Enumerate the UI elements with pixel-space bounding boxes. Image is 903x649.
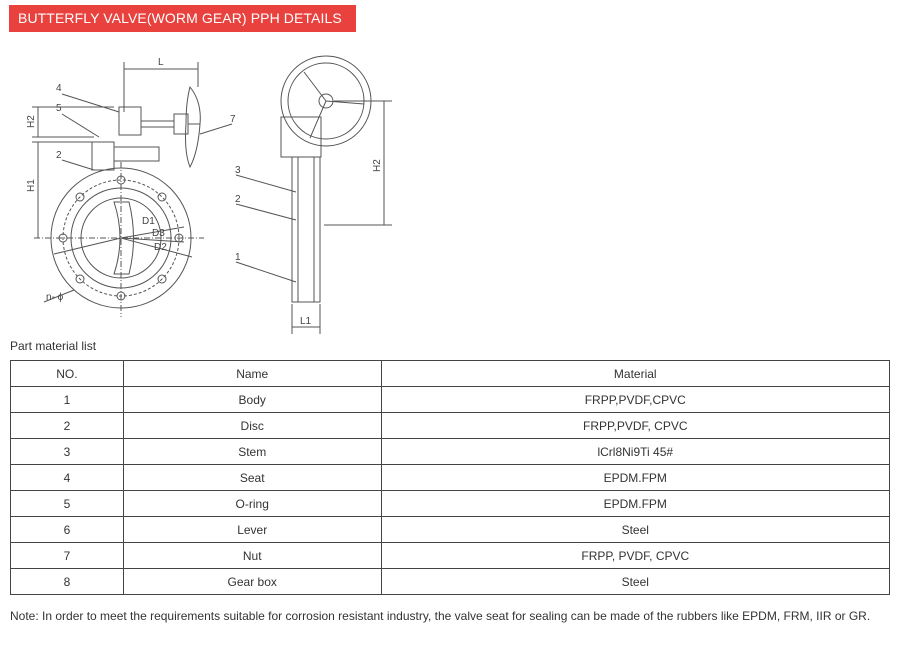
part-callout-3: 3 [235, 165, 241, 176]
table-row [11, 413, 890, 439]
cell-no: 8 [11, 569, 124, 595]
header-name: Name [123, 361, 381, 387]
cell-no: 6 [11, 517, 124, 543]
cell-name: Seat [123, 465, 381, 491]
front-neck [92, 142, 114, 170]
cell-name: Gear box [123, 569, 381, 595]
cell-material: FRPP, PVDF, CPVC [381, 543, 889, 569]
table-row [11, 569, 890, 595]
cell-material: lCrl8Ni9Ti 45# [381, 439, 889, 465]
cell-material: EPDM.FPM [381, 465, 889, 491]
table-row [11, 439, 890, 465]
cell-name: Nut [123, 543, 381, 569]
page-title: BUTTERFLY VALVE(WORM GEAR) PPH DETAILS [18, 10, 342, 26]
note-text: Note: In order to meet the requirements suitable for corrosion resistant industry, the valve seat for sealing can be made of the rubbers like EPDM, FRM, IIR or GR. [10, 609, 871, 623]
table-row [11, 491, 890, 517]
header-no: NO. [11, 361, 124, 387]
cell-no: 1 [11, 387, 124, 413]
table-header-row [11, 361, 890, 387]
part-callout-5: 5 [56, 103, 62, 114]
dim-label-H2-front: H2 [26, 115, 37, 128]
cell-name: Body [123, 387, 381, 413]
part-callout-7: 7 [230, 114, 236, 125]
dim-label-L: L [158, 57, 164, 68]
cell-name: Disc [123, 413, 381, 439]
table-row [11, 543, 890, 569]
dim-label-D3: D3 [152, 228, 165, 239]
side-body [292, 157, 320, 302]
table-row [11, 465, 890, 491]
part-material-table [10, 360, 890, 595]
dim-label-L1: L1 [300, 316, 312, 327]
page-title-banner [9, 5, 356, 32]
valve-technical-drawing [14, 42, 434, 342]
front-gearbox [119, 107, 141, 135]
part-callout-2-front: 2 [56, 150, 62, 161]
cell-no: 2 [11, 413, 124, 439]
dim-label-n-phi: n- ϕ [46, 292, 64, 303]
dim-label-H2-side: H2 [372, 159, 383, 172]
part-list-title: Part material list [10, 339, 97, 353]
dim-label-D1: D1 [142, 216, 155, 227]
cell-material: EPDM.FPM [381, 491, 889, 517]
cell-material: FRPP,PVDF,CPVC [381, 387, 889, 413]
part-callout-2-side: 2 [235, 194, 241, 205]
cell-no: 5 [11, 491, 124, 517]
dim-label-D2: D2 [154, 242, 167, 253]
table-row [11, 387, 890, 413]
cell-material: Steel [381, 517, 889, 543]
cell-no: 3 [11, 439, 124, 465]
cell-no: 4 [11, 465, 124, 491]
cell-material: FRPP,PVDF, CPVC [381, 413, 889, 439]
cell-name: Lever [123, 517, 381, 543]
table-row [11, 517, 890, 543]
header-material: Material [381, 361, 889, 387]
part-callout-4: 4 [56, 83, 62, 94]
cell-name: O-ring [123, 491, 381, 517]
cell-name: Stem [123, 439, 381, 465]
cell-material: Steel [381, 569, 889, 595]
part-callout-1: 1 [235, 252, 241, 263]
dim-label-H1: H1 [26, 179, 37, 192]
cell-no: 7 [11, 543, 124, 569]
